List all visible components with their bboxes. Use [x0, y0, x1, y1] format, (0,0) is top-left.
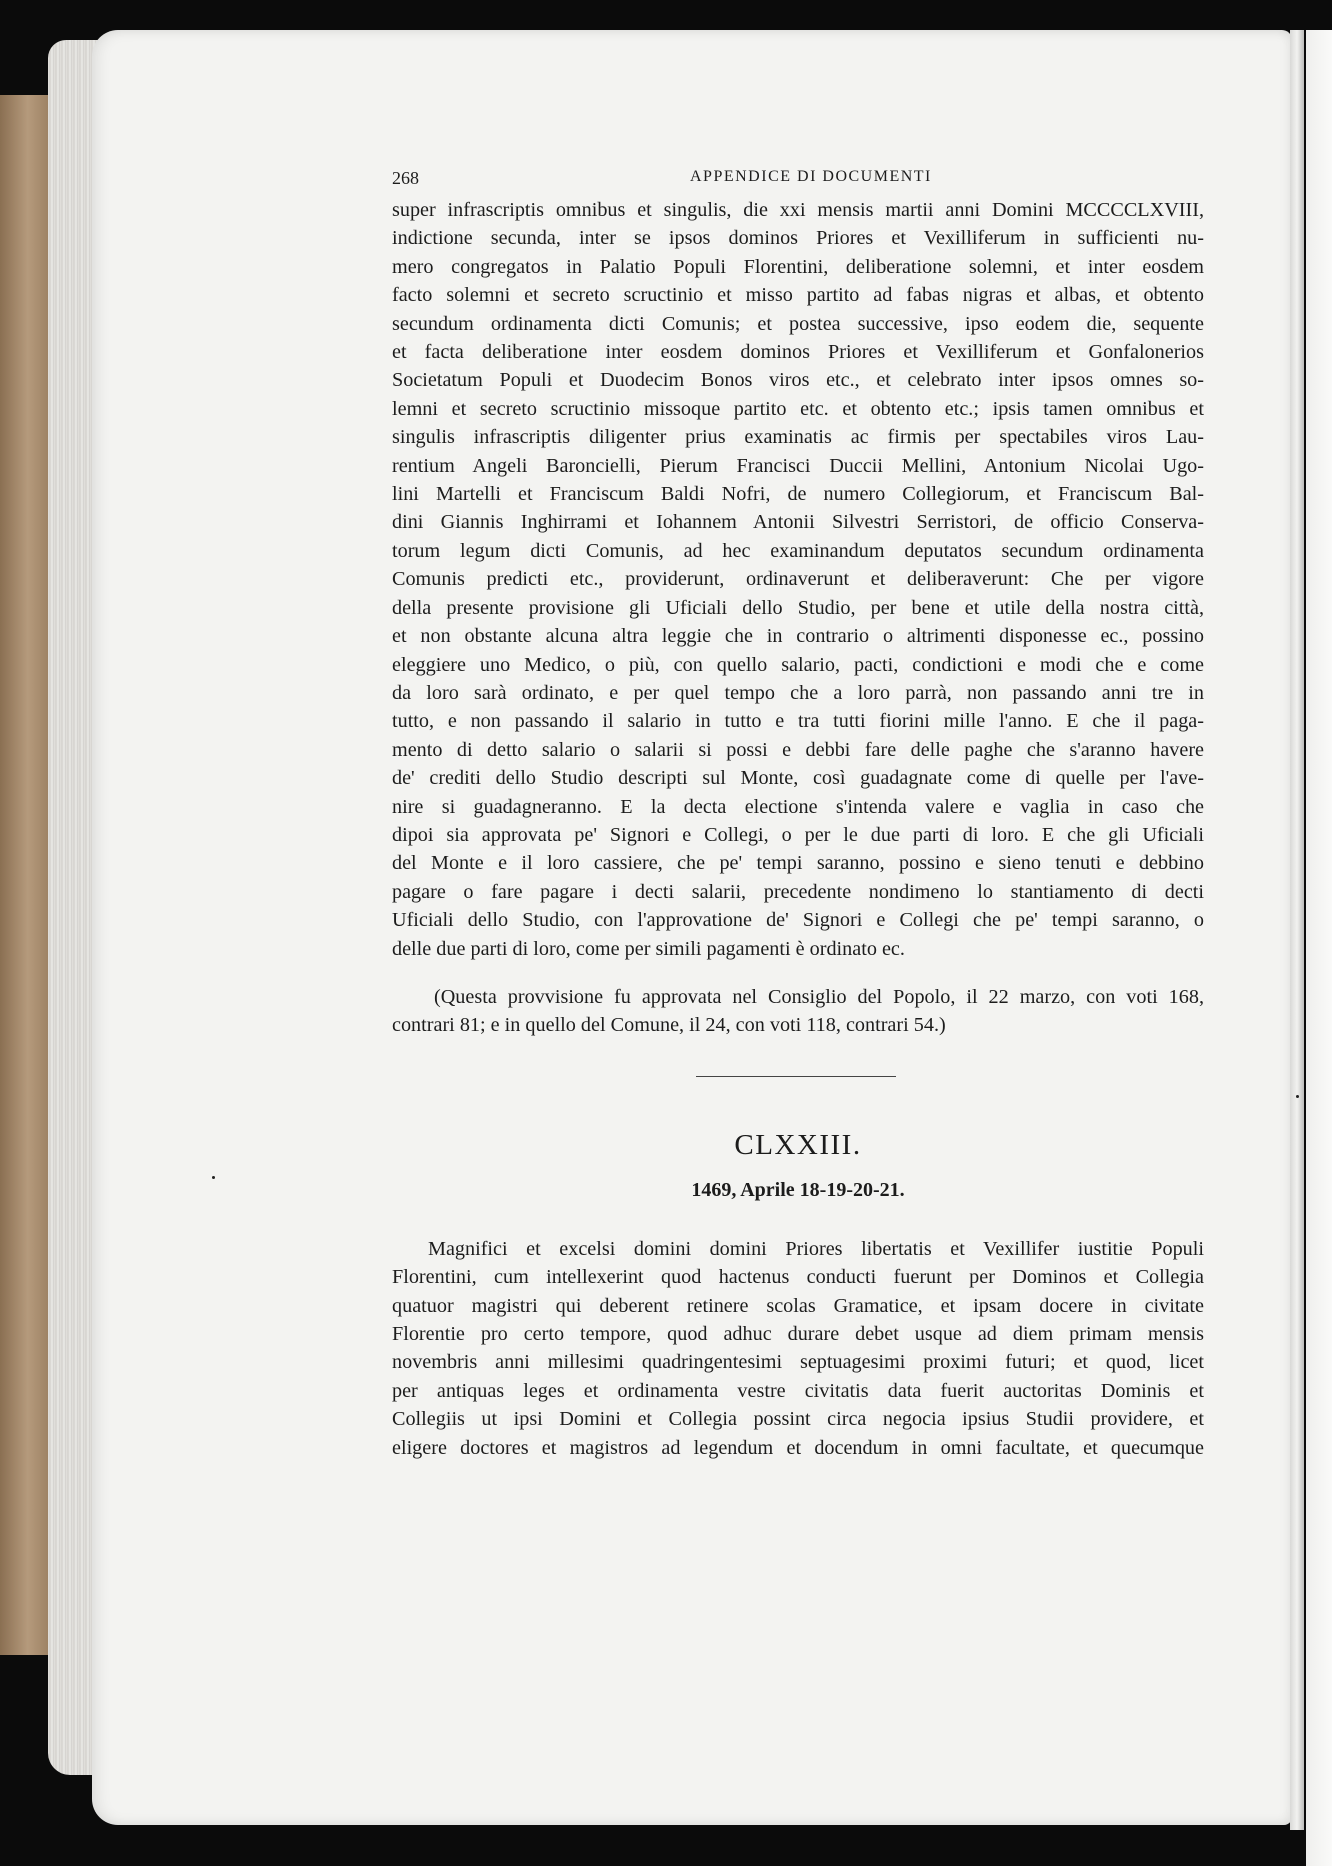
text-block — [392, 162, 1204, 1462]
text-line: del Monte e il loro cassiere, che pe' tempi saranno, possino e sieno tenuti e debbino — [392, 852, 1204, 875]
text-line: de' crediti dello Studio descripti sul Monte, così guadagnate come di quelle per l'ave- — [392, 767, 1204, 790]
text-line: singulis infrascriptis diligenter prius examinatis ac firmis per spectabiles viros Lau- — [392, 426, 1204, 449]
page-speck — [212, 1176, 215, 1179]
text-line: Magnifici et excelsi domini domini Priores libertatis et Vexillifer iustitie Populi — [428, 1237, 1204, 1260]
text-line: per antiquas leges et ordinamenta vestre civitatis data fuerit auctoritas Dominis et — [392, 1379, 1204, 1402]
text-line: et facta deliberatione inter eosdem dominos Priores et Vexilliferum et Gonfalonerios — [392, 341, 1204, 364]
text-line: Florentie pro certo tempore, quod adhuc durare debet usque ad diem primam mensis — [392, 1323, 1204, 1345]
text-line: Comunis predicti etc., providerunt, ordinaverunt et deliberaverunt: Che per vigore — [392, 568, 1204, 591]
facing-page-strip — [1306, 30, 1332, 1866]
text-line: da loro sarà ordinato, e per quel tempo che a loro parrà, non passando anni tre in — [392, 681, 1204, 704]
text-line: Collegiis ut ipsi Domini et Collegia possint circa negocia ipsius Studii providere, et — [392, 1408, 1204, 1431]
running-head-title: APPENDICE DI DOCUMENTI — [690, 168, 932, 185]
note-line: (Questa provvisione fu approvata nel Consiglio del Popolo, il 22 marzo, con voti 168, — [434, 985, 1204, 1008]
text-line: quatuor magistri qui deberent retinere scolas Gramatice, et ipsam docere in civitate — [392, 1294, 1204, 1317]
approval-note — [392, 983, 1204, 1040]
text-line: pagare o fare pagare i decti salarii, precedente nondimeno lo stantiamento di decti — [392, 880, 1204, 903]
text-line: delle due parti di loro, come per simili pagamenti è ordinato ec. — [392, 937, 905, 960]
text-line: Societatum Populi et Duodecim Bonos viros etc., et celebrato inter ipsos omnes so- — [392, 369, 1204, 392]
document-number: CLXXIII. — [734, 1128, 862, 1161]
text-line: mero congregatos in Palatio Populi Florentini, deliberatione solemni, et inter eosdem — [392, 255, 1204, 278]
note-line: contrari 81; e in quello del Comune, il 24, con voti 118, contrari 54.) — [392, 1014, 946, 1037]
text-line: torum legum dicti Comunis, ad hec examinandum deputatos secundum ordinamenta — [392, 539, 1204, 562]
text-line: nire si guadagneranno. E la decta electione s'intenda valere e vaglia in caso che — [392, 795, 1204, 818]
text-line: super infrascriptis omnibus et singulis, die xxi mensis martii anni Domini MCCCCLXVIII, — [392, 199, 1204, 221]
text-line: della presente provisione gli Uficiali dello Studio, per bene et utile della nostra città, — [392, 596, 1204, 619]
running-head — [392, 162, 1204, 196]
section-divider — [696, 1076, 896, 1077]
text-line: et non obstante alcuna altra leggie che in contrario o altrimenti disponesse ec., possino — [392, 625, 1204, 648]
page-fold-edge — [1290, 30, 1304, 1830]
previous-document-text — [392, 196, 1204, 963]
document-date: 1469, Aprile 18-19-20-21. — [691, 1178, 905, 1201]
text-line: rentium Angeli Baroncielli, Pierum Francisci Duccii Mellini, Antonium Nicolai Ugo- — [392, 454, 1204, 477]
document-text — [392, 1235, 1204, 1462]
text-line: lemni et secreto scructinio missoque partito etc. et obtento etc.; ipsis tamen omnibus et — [392, 397, 1204, 420]
text-line: novembris anni millesimi quadringentesimi septuagesimi proximi futuri; et quod, licet — [392, 1351, 1204, 1374]
text-line: secundum ordinamenta dicti Comunis; et postea successive, ipso eodem die, sequente — [392, 312, 1204, 335]
text-line: dipoi sia approvata pe' Signori e Collegi, o per le due parti di loro. E che gli Uficiali — [392, 823, 1204, 846]
text-line: tutto, e non passando il salario in tutto e tra tutti fiorini mille l'anno. E che il paga- — [392, 710, 1204, 733]
text-line: lini Martelli et Franciscum Baldi Nofri, de numero Collegiorum, et Franciscum Bal- — [392, 483, 1204, 506]
text-line: facto solemni et secreto scructinio et misso partito ad fabas nigras et albas, et obtento — [392, 284, 1204, 307]
text-line: eligere doctores et magistros ad legendum et docendum in omni facultate, et quecumque — [392, 1436, 1204, 1459]
page-speck — [1296, 1095, 1299, 1098]
text-line: Uficiali dello Studio, con l'approvatione de' Signori e Collegi che pe' tempi saranno, o — [392, 909, 1204, 932]
text-line: indictione secunda, inter se ipsos dominos Priores et Vexilliferum in sufficienti nu- — [392, 227, 1204, 250]
page-number: 268 — [392, 168, 419, 188]
text-line: eleggiere uno Medico, o più, con quello salario, pacti, condictioni e modi che e come — [392, 653, 1204, 676]
text-line: Florentini, cum intellexerint quod hactenus conducti fuerunt per Dominos et Collegia — [392, 1266, 1204, 1289]
text-line: mento di detto salario o salarii si possi e debbi fare delle paghe che s'aranno havere — [392, 738, 1204, 761]
text-line: dini Giannis Inghirrami et Iohannem Antonii Silvestri Serristori, de officio Conserva- — [392, 511, 1204, 534]
